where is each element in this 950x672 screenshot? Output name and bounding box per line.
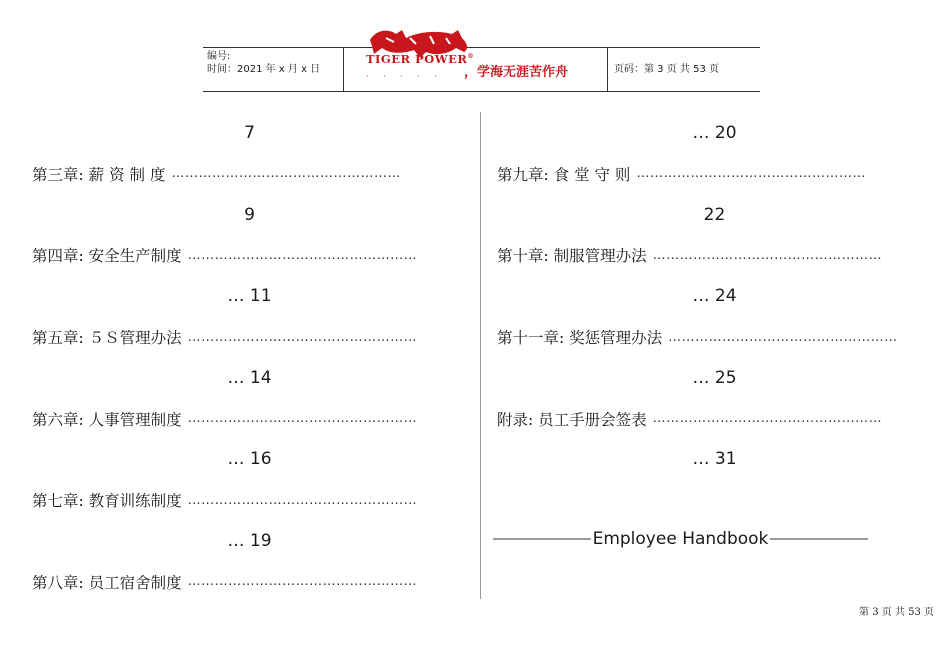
toc-page-number	[32, 358, 467, 398]
toc-entry	[497, 235, 932, 275]
toc-dot-leader: ……………………………………………	[187, 492, 418, 508]
toc-entry-title: 第九章: 食 堂 守 则	[497, 165, 631, 184]
toc-page-number	[32, 195, 467, 235]
toc-dot-leader: ……………………………………………	[187, 247, 418, 263]
toc-dot-leader: ……………………………………………	[652, 247, 883, 263]
toc-page-number	[497, 195, 932, 235]
toc-page-number	[32, 113, 467, 153]
header-page-info: 页码：第 3 页 共 53 页	[614, 64, 719, 75]
toc-entry	[497, 399, 932, 439]
toc-entry	[32, 317, 467, 357]
header-slogan: ，学海无涯苦作舟	[464, 65, 569, 80]
page-footer: 第 3 页 共 53 页	[859, 607, 934, 618]
toc-page-number	[497, 276, 932, 316]
toc-entry	[32, 480, 467, 520]
handbook-rule-right	[770, 538, 868, 540]
doc-time-label: 时间：2021 年 x 月 x 日	[207, 64, 321, 75]
page-number-text: … 25	[692, 367, 737, 388]
toc-entry-title: 第六章: 人事管理制度	[32, 410, 182, 429]
toc-dot-leader: ……………………………………………	[652, 411, 883, 427]
toc-dot-leader: ……………………………………………	[668, 329, 898, 345]
toc-entry-title: 第四章: 安全生产制度	[32, 247, 182, 266]
toc-entry	[32, 154, 467, 194]
page-number-text: … 31	[692, 449, 737, 470]
toc-page-number	[497, 113, 932, 153]
toc-page-number	[32, 276, 467, 316]
toc-dot-leader: ……………………………………………	[636, 166, 866, 182]
doc-number-label: 编号:	[207, 51, 231, 62]
toc-dot-leader: ……………………………………………	[171, 166, 401, 182]
toc-entry-title: 第三章: 薪 资 制 度	[32, 165, 166, 184]
logo-brand-text: TIGER POWER®	[366, 52, 474, 66]
page-number-text: … 14	[227, 367, 272, 388]
toc-entry-title: 第七章: 教育训练制度	[32, 492, 182, 511]
logo-dots: · · · · ·	[366, 72, 443, 81]
page-number-text: … 11	[227, 286, 272, 307]
page-number-text: … 24	[692, 286, 737, 307]
page-number-text: … 20	[692, 123, 737, 143]
toc-entry-title: 第十一章: 奖惩管理办法	[497, 329, 663, 347]
toc-entry-title: 第五章: ５Ｓ管理办法	[32, 329, 182, 347]
toc-page-number	[32, 521, 467, 561]
header-logo-cell	[344, 48, 608, 91]
toc-entry-title: 第八章: 员工宿舍制度	[32, 573, 182, 592]
page-number-text: … 16	[227, 449, 272, 470]
toc-page-number	[497, 439, 932, 479]
column-divider	[480, 112, 481, 599]
toc-page-number	[32, 439, 467, 479]
toc-entry-title: 附录: 员工手册会签表	[497, 410, 647, 429]
toc-entry	[497, 317, 932, 357]
toc-dot-leader: ……………………………………………	[187, 329, 418, 345]
page-number-text: 7	[244, 123, 255, 143]
handbook-rule-left	[493, 538, 591, 540]
page-number-text: 22	[703, 204, 726, 225]
toc-entry	[32, 562, 467, 602]
handbook-title: Employee Handbook	[592, 529, 769, 549]
toc-entry	[497, 154, 932, 194]
page-number-text: … 19	[227, 531, 272, 551]
toc-page-number	[497, 358, 932, 398]
toc-dot-leader: ……………………………………………	[187, 574, 418, 590]
toc-entry	[32, 235, 467, 275]
toc-entry-title: 第十章: 制服管理办法	[497, 247, 647, 266]
toc-entry	[32, 399, 467, 439]
page-header	[203, 47, 760, 92]
handbook-title-line	[493, 527, 868, 551]
toc-dot-leader: ……………………………………………	[187, 411, 418, 427]
header-meta	[203, 48, 344, 91]
page-number-text: 9	[244, 204, 255, 225]
